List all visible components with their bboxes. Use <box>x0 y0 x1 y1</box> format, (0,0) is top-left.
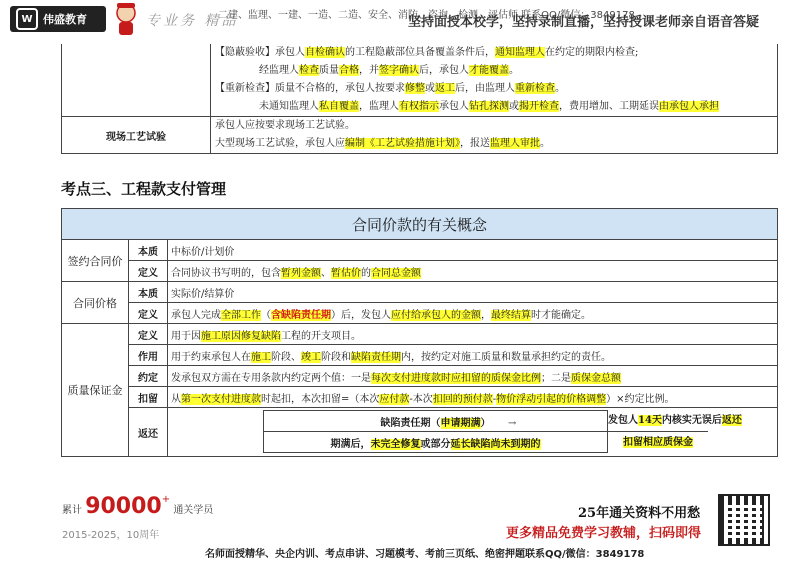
header-slogan: 专业务 精品 <box>146 13 239 29</box>
text-run: ， <box>481 309 491 321</box>
text-run: ，并 <box>359 65 379 76</box>
highlighted-text: 重新检查 <box>515 83 555 94</box>
text-run: 。 <box>540 138 550 149</box>
highlighted-text: 施工原因修复缺陷 <box>201 330 281 342</box>
return-conditions <box>263 410 608 453</box>
category-quality-deposit: 质量保证金 <box>62 324 129 457</box>
highlighted-text: 暂估价 <box>331 267 361 279</box>
text-run: （ <box>261 309 271 321</box>
highlighted-text: 检查 <box>299 65 319 76</box>
row-content <box>168 303 778 324</box>
text-run: 从 <box>171 393 181 405</box>
row-content <box>168 282 778 303</box>
text-run: 的工程隐蔽部位具备覆盖条件后， <box>345 47 495 58</box>
brand-logo <box>10 6 106 32</box>
highlighted-text: 由承包人承担 <box>659 101 719 112</box>
text-run: ，报送 <box>460 138 490 149</box>
text-run: 发包人 <box>608 415 638 426</box>
text-run: 大型现场工艺试验，承包人应 <box>215 138 345 149</box>
highlighted-text: 返工 <box>435 83 455 94</box>
row-sub-label: 返还 <box>129 408 168 457</box>
highlighted-text: 应付款 <box>379 393 410 405</box>
footer-contact: 名师面授精华、央企内训、考点串讲、习题模考、考前三页纸、绝密押题联系QQ/微信：3849178 <box>205 549 645 560</box>
text-run: 时才能确定。 <box>531 309 591 321</box>
highlighted-text: 通知监理人 <box>495 47 545 58</box>
footer-cum-sup: + <box>161 494 171 505</box>
acceptance-content-cell <box>211 44 778 117</box>
text-run: - <box>492 393 497 405</box>
header-promo: 坚持面授本校学，坚持录制直播，坚持授课老师亲自语音答疑 <box>408 15 760 30</box>
highlighted-text: 质保金总额 <box>571 372 621 384</box>
acceptance-line <box>211 62 777 80</box>
text-run: 。 <box>555 83 565 94</box>
highlighted-text: 揭开检查 <box>519 101 559 112</box>
highlighted-text: 全部工作 <box>221 309 261 321</box>
highlighted-text: 竣工 <box>301 351 321 363</box>
text-run: ，监理人 <box>359 101 399 112</box>
highlighted-text: 缺陷责任期 <box>351 351 401 363</box>
return-condition-normal <box>264 411 608 432</box>
text-run: 未通知监理人 <box>259 101 319 112</box>
highlighted-text: 施工 <box>251 351 271 363</box>
return-condition-unrepaired <box>264 432 608 453</box>
highlighted-text: 申请期满 <box>440 417 481 429</box>
text-run: ；二是 <box>541 372 571 384</box>
highlighted-text: 最终结算 <box>491 309 531 321</box>
highlighted-text: 未完全修复 <box>370 438 421 450</box>
row-sub-label: 本质 <box>129 282 168 303</box>
text-run: 承包人应按要求现场工艺试验。 <box>215 120 355 131</box>
acceptance-line <box>211 98 777 116</box>
text-run: 内，按约定对施工质量和数量承担约定的责任。 <box>401 351 611 363</box>
row-sub-label: 定义 <box>129 303 168 324</box>
row-sub-label: 定义 <box>129 261 168 282</box>
acceptance-line <box>211 44 777 62</box>
trial-line <box>211 117 777 135</box>
text-run: 质量 <box>319 65 339 76</box>
section-title: 考点三、工程款支付管理 <box>61 180 227 198</box>
text-run: ）×约定比例。 <box>606 393 675 405</box>
highlighted-text: 第一次支付进度款 <box>181 393 261 405</box>
row-content <box>168 366 778 387</box>
text-run: 缺陷责任期（ <box>380 417 441 429</box>
highlighted-text: 自检确认 <box>305 47 345 58</box>
text-run: 承包人 <box>439 101 469 112</box>
text-run: 后，由监理人 <box>455 83 515 94</box>
highlighted-text: 有权指示 <box>399 101 439 112</box>
acceptance-label-cell <box>62 44 211 117</box>
text-run: 。 <box>509 65 519 76</box>
text-run: 或 <box>509 101 519 112</box>
highlighted-text: 扣留相应质保金 <box>623 437 693 448</box>
trial-line <box>211 135 777 153</box>
acceptance-table <box>61 44 778 154</box>
highlighted-text: 签字确认 <box>379 65 419 76</box>
text-run: 用于约束承包人在 <box>171 351 251 363</box>
footer-promo-line2: 更多精品免费学习教辅，扫码即得 <box>506 526 702 541</box>
text-run: 发承包双方需在专用条款内约定两个值：一是 <box>171 372 371 384</box>
highlighted-text: 含缺陷责任期 <box>271 309 331 321</box>
highlighted-text: 暂列金额 <box>281 267 321 279</box>
text-run: 【重新检查】质量不合格的，承包人按要求 <box>215 83 405 94</box>
footer-cum-suffix: 通关学员 <box>173 505 214 516</box>
qr-code-icon[interactable] <box>718 494 770 546</box>
arrow-right-icon: → <box>508 418 517 429</box>
highlighted-text: 合格 <box>339 65 359 76</box>
footer-cum-number: 90000 <box>85 494 162 519</box>
logo-text: 伟盛教育 <box>43 13 87 26</box>
return-diagram <box>168 408 777 456</box>
text-run: 后，承包人 <box>419 65 469 76</box>
highlighted-text: 返还 <box>721 415 742 426</box>
category-sign-price: 签约合同价 <box>62 240 129 282</box>
return-results <box>608 410 742 453</box>
text-run: ，费用增加、工期延误 <box>559 101 659 112</box>
text-run: 实际价/结算价 <box>171 288 235 300</box>
text-run: 时起扣，本次扣留=（本次 <box>261 393 380 405</box>
text-run: 阶段和 <box>321 351 351 363</box>
text-run: 或 <box>425 83 435 94</box>
row-sub-label: 约定 <box>129 366 168 387</box>
highlighted-text: 每次支付进度款时应扣留的质保金比例 <box>371 372 541 384</box>
text-run: 工程的开支项目。 <box>281 330 361 342</box>
highlighted-text: 14天 <box>638 415 662 426</box>
row-content <box>168 387 778 408</box>
text-run: 阶段、 <box>271 351 301 363</box>
footer-cum-prefix: 累计 <box>62 505 82 516</box>
return-content-cell <box>168 408 778 457</box>
highlighted-text: 扣回的预付款 <box>432 393 493 405</box>
highlighted-text: 才能覆盖 <box>469 65 509 76</box>
row-sub-label: 扣留 <box>129 387 168 408</box>
header-topics: 二建、监理、一建、一造、二造、安全、消防、咨询、检测、评估师 联系QQ/微信：3849178 <box>218 10 635 21</box>
text-run: 或部分 <box>420 438 451 450</box>
highlighted-text: 合同总金额 <box>371 267 421 279</box>
row-sub-label: 本质 <box>129 240 168 261</box>
text-run: 内核实无误后 <box>661 415 722 426</box>
highlighted-text: 监理人审批 <box>490 138 540 149</box>
highlighted-text: 应付给承包人的金额 <box>391 309 481 321</box>
mascot-icon <box>112 2 140 36</box>
text-run: 合同协议书写明的，包含 <box>171 267 281 279</box>
row-sub-label: 定义 <box>129 324 168 345</box>
text-run: 中标价/计划价 <box>171 246 235 258</box>
highlighted-text: 私自覆盖 <box>319 101 359 112</box>
return-result-refund <box>608 410 742 432</box>
page-footer <box>0 488 800 565</box>
highlighted-text: 编制《工艺试验措施计划》 <box>345 138 460 149</box>
text-run: ）后，发包人 <box>331 309 391 321</box>
text-run: ） <box>480 417 491 429</box>
footer-stat <box>62 494 213 519</box>
footer-years: 2015-2025，10周年 <box>62 530 160 541</box>
highlighted-text: 延长缺陷尚未到期的 <box>450 438 541 450</box>
category-contract-price: 合同价格 <box>62 282 129 324</box>
row-content <box>168 240 778 261</box>
trial-content-cell <box>211 117 778 154</box>
row-sub-label: 作用 <box>129 345 168 366</box>
text-run: 【隐蔽验收】承包人 <box>215 47 305 58</box>
footer-promo-line1: 25年通关资料不用愁 <box>578 506 701 521</box>
text-run: 的 <box>361 267 371 279</box>
acceptance-line <box>211 80 777 98</box>
text-run: 在约定的期限内检查; <box>545 47 639 58</box>
return-result-withhold <box>608 432 708 453</box>
trial-label: 现场工艺试验 <box>62 117 211 154</box>
highlighted-text: 修整 <box>405 83 425 94</box>
text-run: 期满后， <box>330 438 371 450</box>
text-run: 经监理人 <box>259 65 299 76</box>
highlighted-text: 钻孔探测 <box>469 101 509 112</box>
text-run: 承包人完成 <box>171 309 221 321</box>
row-content <box>168 324 778 345</box>
contract-price-table <box>61 208 778 457</box>
logo-mark-icon: W <box>16 8 38 30</box>
text-run: 用于因 <box>171 330 201 342</box>
highlighted-text: 物价浮动引起的价格调整 <box>496 393 607 405</box>
text-run: 、 <box>321 267 331 279</box>
page-header <box>0 0 800 42</box>
text-run: -本次 <box>409 393 433 405</box>
table-title: 合同价款的有关概念 <box>62 209 778 240</box>
row-content <box>168 345 778 366</box>
row-content <box>168 261 778 282</box>
